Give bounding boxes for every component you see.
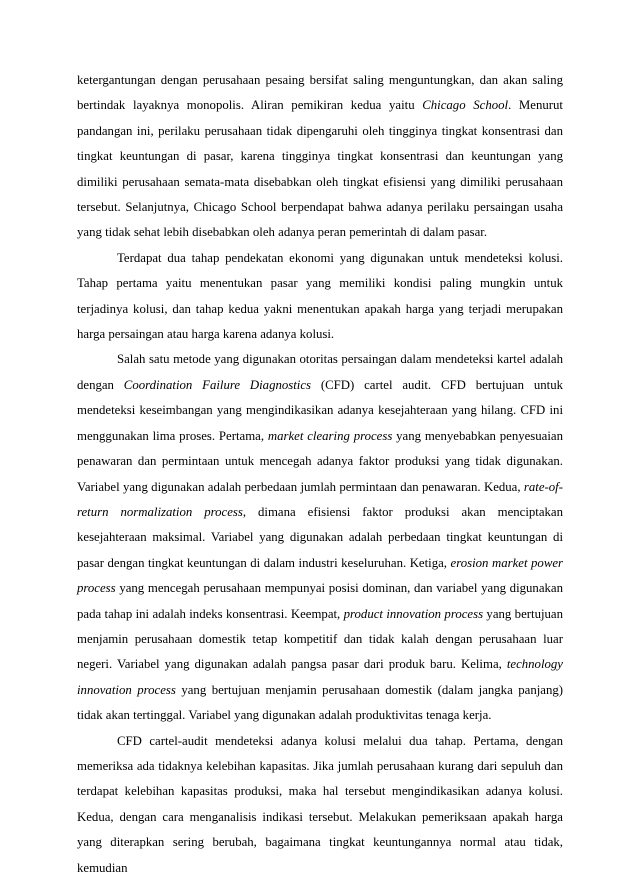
document-page: [77, 68, 563, 881]
paragraph-2: [77, 246, 563, 348]
paragraph-3-text-6: yang bertujuan menjamin perusahaan domestik tetap kompetitif dan tidak kalah dengan perusahaan luar negeri. Variabel yang digunakan adalah pangsa pasar dari produk baru. Kelima,: [77, 606, 563, 672]
paragraph-3-text-4: , dimana efisiensi faktor produksi akan menciptakan kesejahteraan maksimal. Variabel yang digunakan adalah perbedaan tingkat keuntungan di pasar dengan tingkat keuntungan di dalam industri keseluruhan. Ketiga,: [77, 504, 563, 570]
paragraph-3-term-product-innovation: product innovation process: [343, 606, 484, 621]
paragraph-4: [77, 729, 563, 881]
paragraph-3-term-technology-innovation: technology innovation process: [77, 657, 563, 697]
paragraph-3-text-5: yang mencegah perusahaan mempunyai posisi dominan, dan variabel yang digunakan pada tahap ini adalah indeks konsentrasi. Keempat,: [77, 581, 563, 621]
paragraph-1-text-1: ketergantungan dengan perusahaan pesaing bersifat saling menguntungkan, dan akan saling bertindak layaknya monopolis. Aliran pemikiran kedua yaitu: [77, 73, 563, 113]
paragraph-3-term-erosion-market-power: erosion market power process: [77, 555, 564, 596]
paragraph-1: [77, 68, 563, 246]
paragraph-3-text-2: (CFD) cartel audit. CFD bertujuan untuk mendeteksi keseimbangan yang mengindikasikan adanya kesejahteraan yang hilang. CFD ini menggunakan lima proses. Pertama,: [77, 377, 563, 443]
paragraph-3-text-3: yang menyebabkan penyesuaian penawaran dan permintaan untuk mencegah adanya faktor produksi yang tidak digunakan. Variabel yang digunakan adalah perbedaan jumlah permintaan dan penawaran. Kedua,: [77, 428, 563, 494]
paragraph-1-text-2: . Menurut pandangan ini, perilaku perusahaan tidak dipengaruhi oleh tingginya tingkat konsentrasi dan tingkat keuntungan di pasar, karena tingginya tingkat konsentrasi dan keuntungan yang dimiliki perusahaan semata-mata disebabkan oleh tingkat efisiensi yang dimiliki perusahaan tersebut. Selanjutnya, Chicago School berpendapat bahwa adanya perilaku persaingan usaha yang tidak sehat lebih disebabkan oleh adanya peran pemerintah di dalam pasar.: [77, 98, 563, 240]
paragraph-1-term-chicago-school: Chicago School: [422, 98, 509, 113]
paragraph-3-term-rate-of-return: rate-of-return normalization process: [77, 479, 563, 519]
paragraph-4-text-1: CFD cartel-audit mendeteksi adanya kolusi melalui dua tahap. Pertama, dengan memeriksa ada tidaknya kelebihan kapasitas. Jika jumlah perusahaan kurang dari sepuluh dan terdapat kelebihan kapasitas produksi, maka hal tersebut mengindikasikan adanya kolusi. Kedua, dengan cara menganalisis indikasi tersebut. Melakukan pemeriksaan apakah harga yang diterapkan sering berubah, bagaimana tingkat keuntungannya normal atau tidak, kemudian: [77, 733, 563, 875]
paragraph-3-text-1: Salah satu metode yang digunakan otoritas persaingan dalam mendeteksi kartel adalah dengan: [77, 352, 563, 392]
paragraph-3-term-market-clearing: market clearing process: [267, 428, 393, 443]
paragraph-3-term-cfd: Coordination Failure Diagnostics: [123, 377, 312, 392]
paragraph-3: [77, 347, 563, 728]
paragraph-2-text-1: Terdapat dua tahap pendekatan ekonomi yang digunakan untuk mendeteksi kolusi. Tahap pertama yaitu menentukan pasar yang memiliki kondisi paling mungkin untuk terjadinya kolusi, dan tahap kedua yakni menentukan apakah harga yang terjadi merupakan harga persaingan atau harga karena adanya kolusi.: [77, 250, 563, 342]
paragraph-3-text-7: yang bertujuan menjamin perusahaan domestik (dalam jangka panjang) tidak akan tertinggal. Variabel yang digunakan adalah produktivitas tenaga kerja.: [77, 682, 564, 723]
